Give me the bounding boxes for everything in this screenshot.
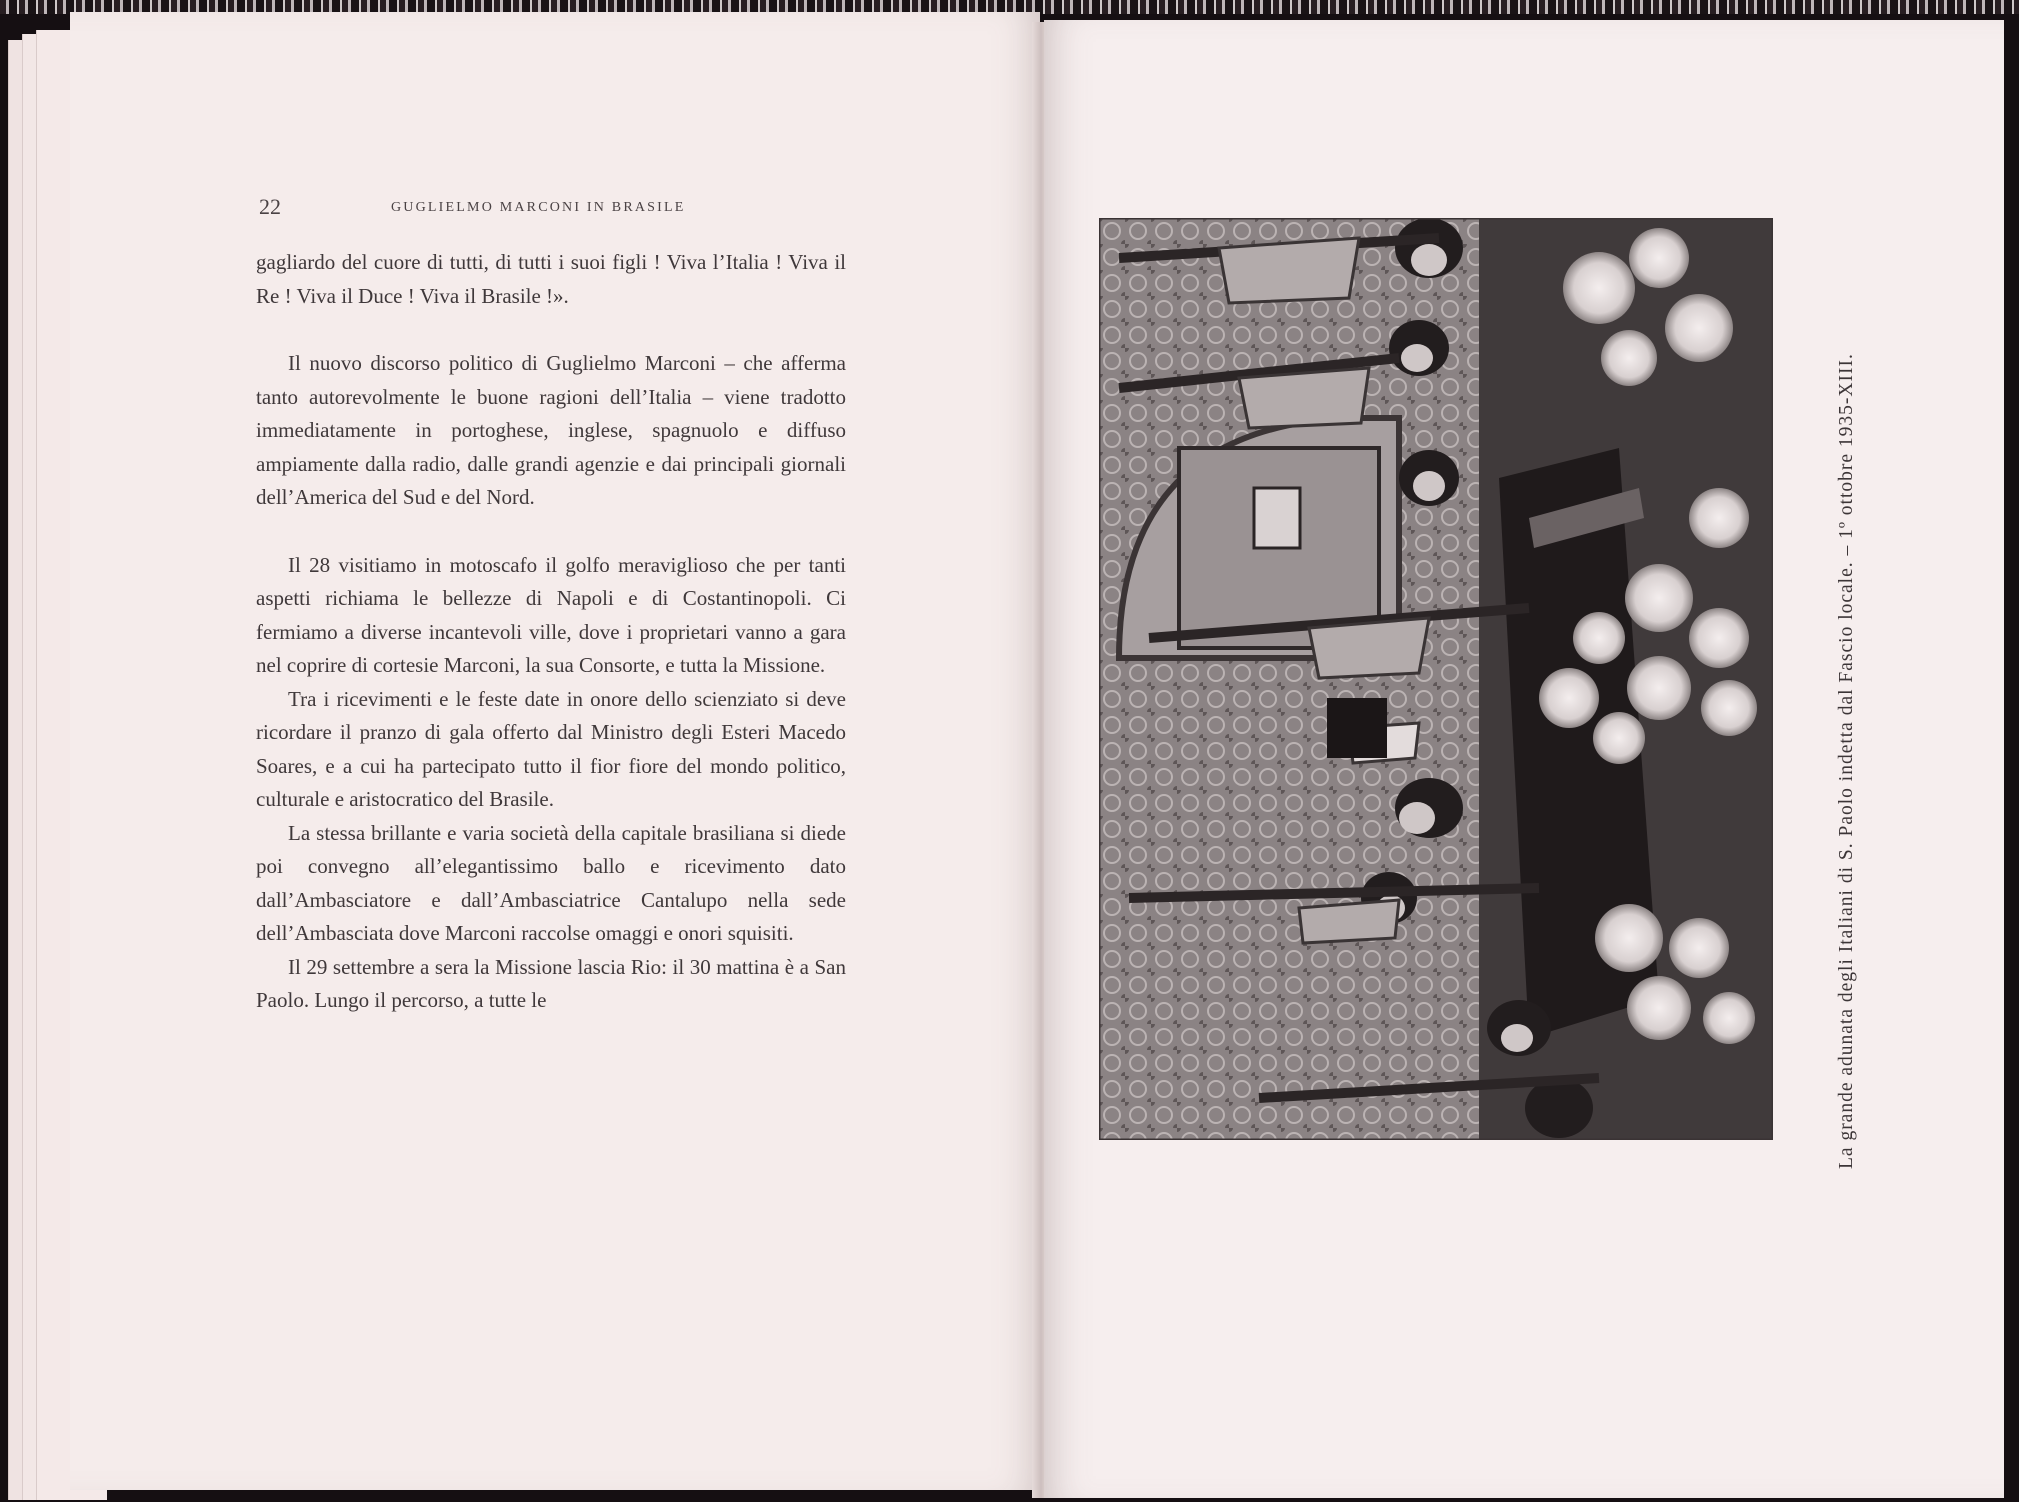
page-header <box>259 194 789 228</box>
running-head: GUGLIELMO MARCONI IN BRASILE <box>391 200 686 215</box>
paragraph: Il 29 settembre a sera la Missione lascia Rio: il 30 mattina è a San Paolo. Lungo il percorso, a tutte le <box>256 954 846 1012</box>
page-number: 22 <box>259 194 281 219</box>
paragraph: Il nuovo discorso politico di Guglielmo Marconi – che afferma tanto autorevolmente le buone ragioni dell’Italia – viene tradotto immediatamente in portoghese, inglese, spagnuolo e diffuso ampiamente dalla radio, dalle grandi agenzie e dai principali giornali dell’America del Sud e del Nord. <box>256 351 846 509</box>
paragraph: Il 28 visitiamo in motoscafo il golfo meraviglioso che per tanti aspetti richiama le bellezze di Napoli e di Costantinopoli. Ci fermiamo a diverse incantevoli ville, dove i proprietari vanno a gara nel coprire di cortesie Marconi, la sua Consorte, e tutta la Missione. <box>256 552 846 677</box>
photograph-fascio-rally <box>1099 218 1773 1140</box>
halftone-photo <box>1099 218 1773 1140</box>
paragraph-gap <box>256 313 846 347</box>
body-text <box>256 246 846 1018</box>
paragraph: Tra i ricevimenti e le feste date in onore dello scienziato si deve ricordare il pranzo di gala offerto dal Ministro degli Esteri Macedo Soares, e a cui ha partecipato tutto il fior fiore del mondo politico, culturale e aristocratico del Brasile. <box>256 686 846 811</box>
paragraph: gagliardo del cuore di tutti, di tutti i suoi figli ! Viva l’Italia ! Viva il Re ! Viva il Duce ! Viva il Brasile !». <box>256 250 846 308</box>
paragraph: La stessa brillante e varia società della capitale brasiliana si diede poi convegno all’elegantissimo ballo e ricevimento dato dall’Ambasciatore e dall’Ambasciatrice Cantalupo nella sede dell’Ambasciata dove Marconi raccolse omaggi e onori squisiti. <box>256 820 846 945</box>
paragraph-gap <box>256 515 846 549</box>
photo-caption: La grande adunata degli Italiani di S. Paolo indetta dal Fascio locale. – 1º ottobre 1935-XIII. <box>1836 353 1857 1169</box>
